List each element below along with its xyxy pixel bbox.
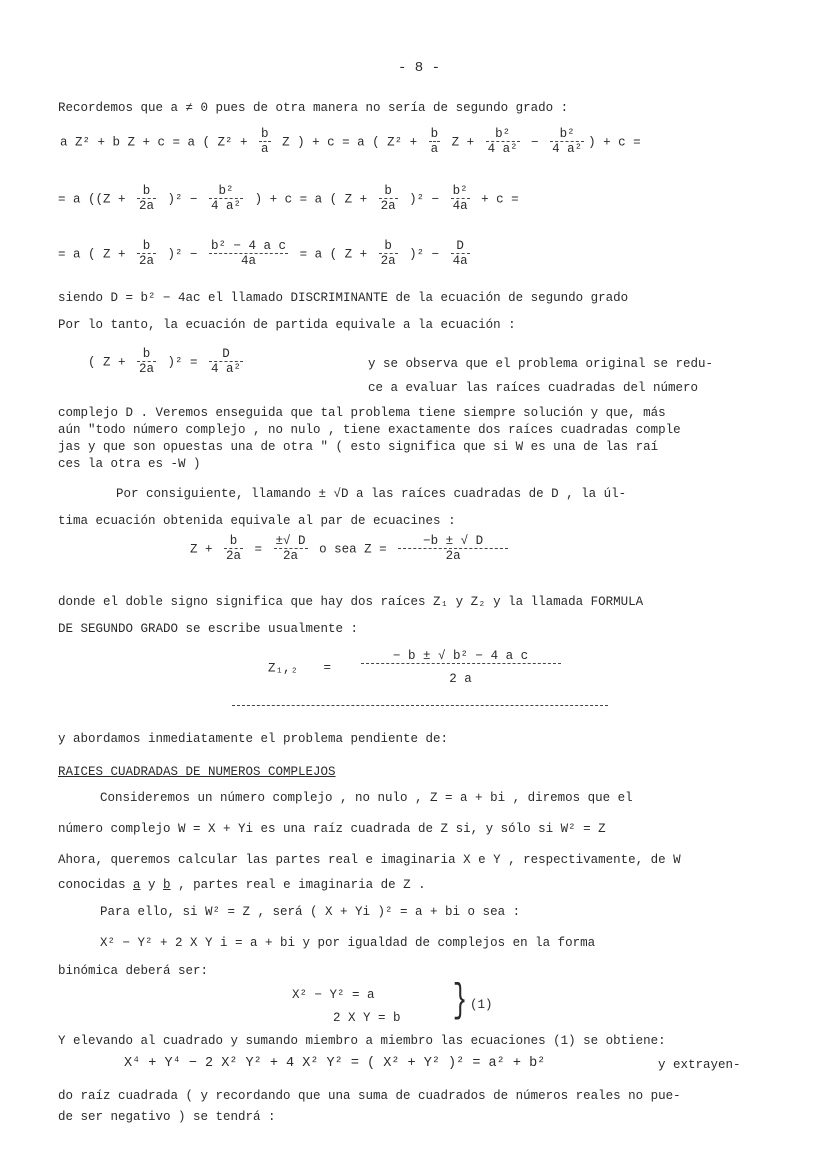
text-line: Por lo tanto, la ecuación de partida equivale a la ecuación :	[58, 318, 516, 332]
numerator: b²	[218, 184, 234, 198]
fraction	[137, 240, 156, 268]
eq-part: −	[523, 135, 547, 150]
fraction	[209, 185, 243, 213]
eq-part: )² −	[401, 247, 447, 262]
eq-part: = a ((Z +	[58, 192, 134, 207]
text-line: Por consiguiente, llamando ± √D a las raíces cuadradas de D , la úl-	[116, 487, 627, 501]
eq-part: )² −	[401, 192, 447, 207]
eq-part: o sea Z =	[311, 542, 395, 557]
numerator: b² − 4 a c	[211, 239, 287, 253]
eq-part: =	[247, 542, 270, 557]
text-line: jas y que son opuestas una de otra " ( esto significa que si W es una de las raí	[58, 440, 659, 454]
numerator: − b ± √ b² − 4 a c	[393, 649, 529, 663]
fraction	[429, 128, 441, 156]
eq-part: ( Z +	[88, 355, 134, 370]
denominator: 4a	[209, 253, 288, 268]
equation-7: X⁴ + Y⁴ − 2 X² Y² + 4 X² Y² = ( X² + Y² )² = a² + b²	[124, 1056, 546, 1071]
page-number: - 8 -	[398, 60, 441, 76]
denominator: a	[430, 142, 439, 156]
denominator: 4a	[452, 199, 468, 213]
text-line: Recordemos que a ≠ 0 pues de otra manera no sería de segundo grado :	[58, 101, 569, 115]
denominator: 2a	[139, 199, 155, 213]
text-part: a	[133, 878, 141, 892]
brace: }	[452, 979, 468, 1024]
equation-1	[60, 128, 641, 156]
eq-part: )² =	[160, 355, 206, 370]
fraction	[259, 128, 271, 156]
fraction	[209, 240, 288, 268]
denominator: 4a	[452, 254, 468, 268]
text-line: do raíz cuadrada ( y recordando que una suma de cuadrados de números reales no pue-	[58, 1089, 681, 1103]
system-eq-1: X² − Y² = a	[292, 988, 375, 1002]
fraction	[451, 240, 470, 268]
denominator: 2a	[226, 549, 242, 563]
text-line: Ahora, queremos calcular las partes real e imaginaria X e Y , respectivamente, de W	[58, 853, 681, 867]
system-label: (1)	[470, 998, 493, 1012]
text-line: X² − Y² + 2 X Y i = a + bi y por igualdad de complejos en la forma	[100, 936, 596, 950]
text-line: ces la otra es -W )	[58, 457, 201, 471]
equation-2	[58, 185, 519, 213]
eq-part: ) + c = a ( Z +	[247, 192, 375, 207]
eq-part: = a ( Z +	[292, 247, 375, 262]
denominator: 2a	[139, 254, 155, 268]
numerator: b²	[495, 127, 511, 141]
text-part: b	[163, 878, 171, 892]
fraction	[451, 185, 470, 213]
denominator: 2 a	[361, 663, 561, 686]
text-line: y se observa que el problema original se redu-	[368, 357, 714, 371]
system-eq-2: 2 X Y = b	[333, 1011, 401, 1025]
eq-part: Z₁,₂	[268, 661, 299, 676]
eq-part: Z ) + c = a ( Z² +	[274, 135, 425, 150]
eq-part: ) + c =	[588, 135, 641, 150]
text-part: conocidas	[58, 878, 134, 892]
fraction	[274, 535, 308, 563]
equation-5	[190, 535, 512, 563]
eq-part: Z +	[444, 135, 482, 150]
eq-part: + c =	[473, 192, 519, 207]
text-line: siendo D = b² − 4ac el llamado DISCRIMINANTE de la ecuación de segundo grado	[58, 291, 629, 305]
fraction	[224, 535, 243, 563]
numerator: b	[430, 127, 439, 141]
text-line: Consideremos un número complejo , no nulo , Z = a + bi , diremos que el	[100, 791, 633, 805]
fraction	[550, 128, 584, 156]
fraction	[379, 240, 398, 268]
numerator: −b ± √ D	[423, 534, 484, 548]
text-line: ce a evaluar las raíces cuadradas del número	[368, 381, 699, 395]
text-line	[58, 878, 426, 892]
eq-part: =	[323, 661, 332, 676]
eq-part: a Z² + b Z + c = a ( Z² +	[60, 135, 256, 150]
fraction	[137, 185, 156, 213]
denominator: 2a	[380, 199, 396, 213]
numerator: b	[142, 347, 151, 361]
numerator: D	[456, 239, 464, 253]
denominator: 4 a²	[211, 362, 242, 376]
eq-part: )² −	[160, 192, 206, 207]
numerator: b²	[559, 127, 575, 141]
numerator: b	[229, 534, 238, 548]
denominator: 4 a²	[552, 142, 583, 156]
text-line: DE SEGUNDO GRADO se escribe usualmente :	[58, 622, 359, 636]
numerator: ±√ D	[275, 534, 306, 548]
numerator: b	[384, 184, 392, 198]
eq-part: )² −	[160, 247, 206, 262]
fraction	[398, 535, 508, 563]
numerator: D	[222, 347, 230, 361]
fraction	[137, 348, 156, 376]
denominator: 2a	[139, 362, 155, 376]
numerator: b	[142, 184, 151, 198]
text-line: Para ello, si W² = Z , será ( X + Yi )² = a + bi o sea :	[100, 905, 521, 919]
quadratic-formula	[268, 650, 565, 686]
text-line: complejo D . Veremos enseguida que tal problema tiene siempre solución y que, más	[58, 406, 666, 420]
denominator: 2a	[274, 548, 308, 563]
eq-part: = a ( Z +	[58, 247, 134, 262]
text-line: Y elevando al cuadrado y sumando miembro a miembro las ecuaciones (1) se obtiene:	[58, 1034, 666, 1048]
fraction	[361, 650, 561, 686]
denominator: 4 a²	[211, 199, 242, 213]
numerator: b²	[452, 184, 468, 198]
fraction	[209, 348, 243, 376]
text-line: número complejo W = X + Yi es una raíz cuadrada de Z si, y sólo si W² = Z	[58, 822, 606, 836]
denominator: 2a	[398, 548, 508, 563]
section-heading: RAICES CUADRADAS DE NUMEROS COMPLEJOS	[58, 765, 336, 779]
equation-4	[88, 348, 247, 376]
text-line: de ser negativo ) se tendrá :	[58, 1110, 276, 1124]
eq-part: Z +	[190, 542, 221, 557]
numerator: b	[384, 239, 392, 253]
numerator: b	[261, 127, 269, 141]
text-line: tima ecuación obtenida equivale al par de ecuacines :	[58, 514, 456, 528]
text-line: y extrayen-	[658, 1058, 741, 1072]
text-line: y abordamos inmediatamente el problema pendiente de:	[58, 732, 449, 746]
denominator: 4 a²	[487, 142, 518, 156]
denominator: 2a	[380, 254, 396, 268]
divider	[232, 705, 608, 706]
equation-3	[58, 240, 474, 268]
denominator: a	[261, 142, 269, 156]
text-part: y	[140, 878, 164, 892]
numerator: b	[142, 239, 151, 253]
fraction	[486, 128, 520, 156]
text-line: binómica deberá ser:	[58, 964, 209, 978]
text-line: aún "todo número complejo , no nulo , tiene exactamente dos raíces cuadradas comple	[58, 423, 681, 437]
text-part: , partes real e imaginaria de Z .	[170, 878, 426, 892]
text-line: donde el doble signo significa que hay dos raíces Z₁ y Z₂ y la llamada FORMULA	[58, 595, 644, 609]
fraction	[379, 185, 398, 213]
